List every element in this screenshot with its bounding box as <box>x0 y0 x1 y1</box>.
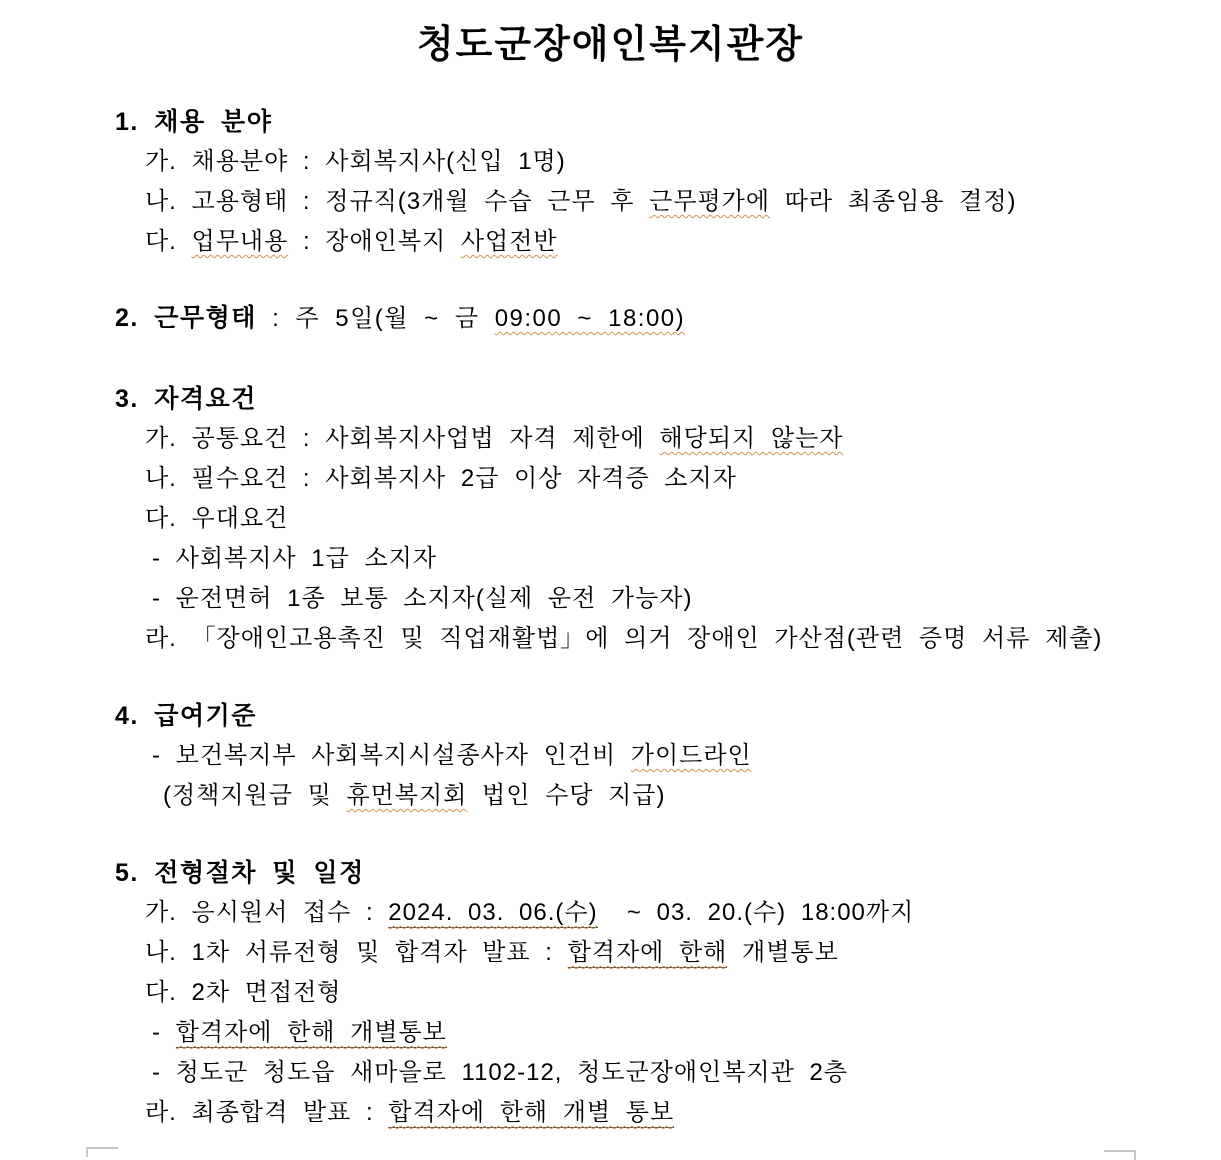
line-preferred-2 <box>0 579 1221 619</box>
text-run: - 청도군 청도읍 새마을로 1102-12, 청도군장애인복지관 2층 <box>152 1059 848 1086</box>
section-1-heading: 1. 채용 분야 <box>115 108 273 136</box>
line-application-period <box>0 893 1221 933</box>
text-run: 나. 1차 서류전형 및 합격자 발표 : <box>145 939 568 966</box>
line-employment-type <box>0 182 1221 222</box>
spellcheck-flagged-text: 2024. 03. 06.(수) <box>388 899 598 926</box>
line-interview-notice <box>0 1013 1221 1053</box>
text-run: 가. 공통요건 : 사회복지사업법 자격 제한에 <box>145 425 660 452</box>
text-run: 다. 우대요건 <box>145 505 289 532</box>
text-run: 법인 수당 지급) <box>467 782 666 809</box>
section-5-heading: 5. 전형절차 및 일정 <box>115 859 365 887</box>
text-run: - 운전면허 1종 보통 소지자(실제 운전 가능자) <box>152 585 693 612</box>
section-4-heading: 4. 급여기준 <box>115 702 257 730</box>
line-salary-guideline <box>0 736 1221 776</box>
line-preferred-requirement <box>0 499 1221 539</box>
spellcheck-flagged-text: 사업전반 <box>460 228 558 255</box>
text-run: 나. 필수요건 : 사회복지사 2급 이상 자격증 소지자 <box>145 465 737 492</box>
text-run: : 주 5일(월 ~ 금 <box>256 305 495 332</box>
spellcheck-flagged-text: 합격자에 한해 개별 통보 <box>388 1099 675 1126</box>
line-preferred-1 <box>0 539 1221 579</box>
spellcheck-flagged-text: 09:00 ~ 18:00) <box>494 305 686 332</box>
text-run: 다. 2차 면접전형 <box>145 979 342 1006</box>
text-run: : 장애인복지 <box>288 228 461 255</box>
text-run: 나. 고용형태 : 정규직(3개월 수습 근무 후 <box>145 188 650 215</box>
section-2-heading <box>0 298 1221 339</box>
line-common-requirement <box>0 419 1221 459</box>
spellcheck-flagged-text: 가이드라인 <box>630 742 752 769</box>
line-disability-bonus <box>0 619 1221 659</box>
page-corner-mark-right <box>1104 1150 1136 1160</box>
spellcheck-flagged-text: 업무내용 <box>191 228 289 255</box>
line-interview <box>0 973 1221 1013</box>
line-recruit-field <box>0 142 1221 182</box>
text-run: ~ 03. 20.(수) 18:00까지 <box>597 899 915 926</box>
text-run: - 보건복지부 사회복지시설종사자 인건비 <box>152 742 631 769</box>
text-run: - 사회복지사 1급 소지자 <box>152 545 437 572</box>
spellcheck-flagged-text: 해당되지 않는자 <box>659 425 844 452</box>
line-final-announcement <box>0 1093 1221 1133</box>
line-job-duties <box>0 222 1221 262</box>
document-title: 청도군장애인복지관장 <box>416 24 805 66</box>
line-document-screening <box>0 933 1221 973</box>
heading-text: 2. 근무형태 <box>115 304 257 332</box>
line-interview-location <box>0 1053 1221 1093</box>
text-run: 가. 응시원서 접수 : <box>145 899 389 926</box>
line-salary-note <box>0 776 1221 816</box>
text-run: 가. 채용분야 : 사회복지사(신입 1명) <box>145 148 566 175</box>
section-3-heading: 3. 자격요건 <box>115 385 257 413</box>
line-mandatory-requirement <box>0 459 1221 499</box>
text-run: 라. 「장애인고용촉진 및 직업재활법」에 의거 장애인 가산점(관련 증명 서류 제출) <box>145 625 1103 652</box>
page-corner-mark-left <box>86 1147 118 1157</box>
text-run: (정책지원금 및 <box>163 782 347 809</box>
spellcheck-flagged-text: 합격자에 한해 <box>567 939 728 966</box>
spellcheck-flagged-text: 합격자에 한해 개별통보 <box>175 1019 447 1046</box>
text-run: 라. 최종합격 발표 : <box>145 1099 389 1126</box>
spellcheck-flagged-text: 근무평가에 <box>649 188 771 215</box>
text-run: 개별통보 <box>727 939 839 966</box>
text-run: 따라 최종임용 결정) <box>770 188 1017 215</box>
text-run: 다. <box>145 228 192 255</box>
text-run: - <box>152 1019 176 1046</box>
spellcheck-flagged-text: 휴먼복지회 <box>346 782 468 809</box>
